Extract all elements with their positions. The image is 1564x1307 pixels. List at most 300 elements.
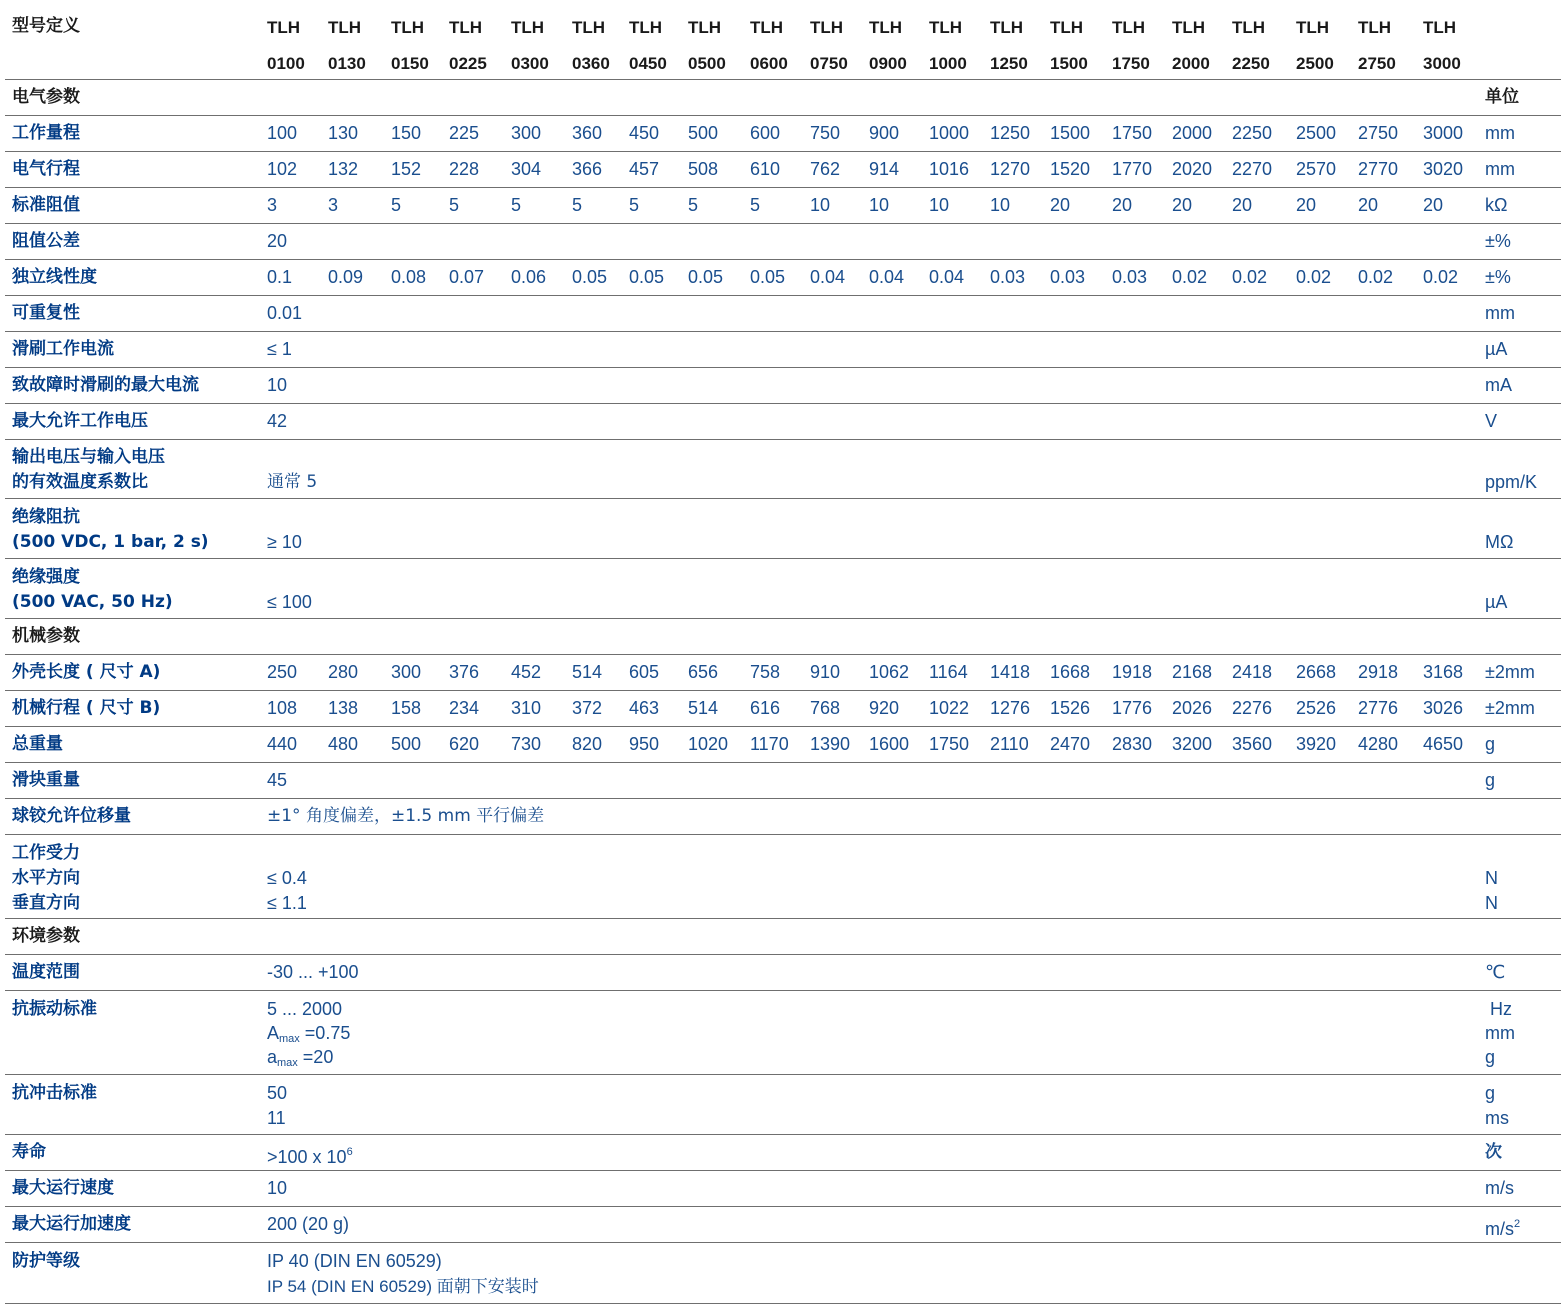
value-cell: 1250 <box>990 123 1031 143</box>
value-cell: TLH <box>810 18 844 37</box>
value-cell: TLH <box>267 18 301 37</box>
value-cell: 1750 <box>1112 54 1150 73</box>
unit-frequency: Hz <box>1490 999 1512 1019</box>
row-label: 温度范围 <box>12 962 80 982</box>
value-cell: 0.02 <box>1296 267 1332 287</box>
value-cell: 0225 <box>449 54 487 73</box>
row-label: 抗振动标准 <box>12 999 97 1019</box>
value-cell: 2750 <box>1358 54 1396 73</box>
value-cell: 910 <box>810 662 841 682</box>
value-cell: 102 <box>267 159 298 179</box>
row-max-voltage <box>5 404 1561 440</box>
row-label: 最大允许工作电压 <box>12 411 148 431</box>
value-cell: 440 <box>267 734 298 754</box>
value-cell: 108 <box>267 698 298 718</box>
row-label: 滑刷工作电流 <box>12 339 114 359</box>
row-wiper-current <box>5 332 1561 368</box>
value-cell: 5 <box>572 195 583 215</box>
value-cell: 0.03 <box>1112 267 1148 287</box>
value-cell: 3168 <box>1423 662 1464 682</box>
row-value: ≥ 10 <box>267 532 302 552</box>
value-cell: 2500 <box>1296 123 1337 143</box>
value-cell: 463 <box>629 698 660 718</box>
value-cell: 1062 <box>869 662 910 682</box>
value-acceleration <box>267 1045 333 1076</box>
value-cell: 1276 <box>990 698 1031 718</box>
row-unit: mm <box>1485 159 1515 179</box>
value-cell: 0150 <box>391 54 429 73</box>
unit-base: m/s <box>1485 1219 1514 1239</box>
value-cell: 225 <box>449 123 480 143</box>
row-label: 寿命 <box>12 1142 46 1162</box>
row-value: 200 (20 g) <box>267 1214 350 1234</box>
value-cell: 1918 <box>1112 662 1153 682</box>
value-cell: 2276 <box>1232 698 1273 718</box>
acceleration-subscript: max <box>277 1057 298 1069</box>
row-shock <box>5 1075 1561 1135</box>
row-label-line2: (500 VAC, 50 Hz) <box>12 592 173 612</box>
value-cell: 3 <box>267 195 278 215</box>
value-cell: 280 <box>328 662 359 682</box>
value-cell: 0.05 <box>688 267 724 287</box>
value-cell: 768 <box>810 698 841 718</box>
value-cell: 0.04 <box>869 267 905 287</box>
value-cell: 304 <box>511 159 542 179</box>
section-title: 环境参数 <box>12 926 80 946</box>
row-unit: mm <box>1485 303 1515 323</box>
row-unit: MΩ <box>1485 532 1514 552</box>
value-cell: 3026 <box>1423 698 1464 718</box>
value-cell: 0900 <box>869 54 907 73</box>
value-cell: 950 <box>629 734 660 754</box>
value-cell: 1000 <box>929 123 970 143</box>
value-cell: 758 <box>750 662 781 682</box>
row-unit: g <box>1485 734 1496 754</box>
row-label: 阻值公差 <box>12 231 80 251</box>
acceleration-value: =20 <box>297 1047 334 1067</box>
value-cell: 20 <box>1172 195 1193 215</box>
value-cell: 20 <box>1358 195 1379 215</box>
value-cell: 0.08 <box>391 267 427 287</box>
value-cell: 0.03 <box>1050 267 1086 287</box>
row-mechanical-travel <box>5 691 1561 727</box>
value-cell: 2526 <box>1296 698 1337 718</box>
value-line2: IP 54 (DIN EN 60529) 面朝下安装时 <box>267 1277 539 1296</box>
value-acceleration: 50 <box>267 1083 288 1103</box>
value-cell: 300 <box>511 123 542 143</box>
value-cell: 3560 <box>1232 734 1273 754</box>
row-value <box>267 1140 353 1170</box>
value-cell: TLH <box>1423 18 1457 37</box>
value-cell: 3200 <box>1172 734 1213 754</box>
value-cell: 3920 <box>1296 734 1337 754</box>
row-value: 通常 5 <box>267 472 318 492</box>
value-cell: 10 <box>929 195 950 215</box>
value-cell: 2250 <box>1232 123 1273 143</box>
value-cell: 0300 <box>511 54 549 73</box>
value-cell: 2250 <box>1232 54 1270 73</box>
row-unit: ±% <box>1485 231 1511 251</box>
row-label: 电气行程 <box>12 159 80 179</box>
value-cell: 0.02 <box>1423 267 1459 287</box>
value-cell: TLH <box>929 18 963 37</box>
row-value: 10 <box>267 375 288 395</box>
row-nominal-resistance <box>5 188 1561 224</box>
row-unit: mA <box>1485 375 1512 395</box>
amplitude-subscript: max <box>279 1033 300 1045</box>
value-cell: 610 <box>750 159 781 179</box>
value-cell: 10 <box>810 195 831 215</box>
value-cell: 4650 <box>1423 734 1464 754</box>
value-cell: 5 <box>629 195 640 215</box>
value-cell: 20 <box>1296 195 1317 215</box>
value-cell: 0.07 <box>449 267 485 287</box>
unit-duration: ms <box>1485 1108 1509 1128</box>
row-label: 抗冲击标准 <box>12 1083 97 1103</box>
model-definition-label: 型号定义 <box>12 16 80 36</box>
value-cell: 0.02 <box>1172 267 1208 287</box>
value-cell: TLH <box>750 18 784 37</box>
row-slider-weight <box>5 763 1561 799</box>
row-max-speed <box>5 1171 1561 1207</box>
row-unit: V <box>1485 411 1498 431</box>
value-cell: 457 <box>629 159 660 179</box>
value-cell: 914 <box>869 159 900 179</box>
unit-vertical: N <box>1485 893 1498 913</box>
value-cell: 1750 <box>929 734 970 754</box>
value-cell: 0.05 <box>750 267 786 287</box>
value-cell: 366 <box>572 159 603 179</box>
row-total-weight <box>5 727 1561 763</box>
value-cell: 0.09 <box>328 267 364 287</box>
value-cell: 132 <box>328 159 359 179</box>
row-unit: ±% <box>1485 267 1511 287</box>
amplitude-symbol: A <box>267 1023 280 1043</box>
value-line1: IP 40 (DIN EN 60529) <box>267 1251 442 1271</box>
row-label-line2: 水平方向 <box>12 868 80 888</box>
value-cell: 300 <box>391 662 422 682</box>
row-label: 最大运行加速度 <box>12 1214 131 1234</box>
value-cell: 605 <box>629 662 660 682</box>
row-value: ±1° 角度偏差，±1.5 mm 平行偏差 <box>267 806 545 826</box>
value-cell: TLH <box>1112 18 1146 37</box>
row-unit: ±2mm <box>1485 662 1535 682</box>
value-cell: 310 <box>511 698 542 718</box>
value-cell: 500 <box>391 734 422 754</box>
row-label: 机械行程 ( 尺寸 B) <box>12 698 161 718</box>
value-cell: 0.02 <box>1232 267 1268 287</box>
value-cell: 10 <box>990 195 1011 215</box>
value-cell: TLH <box>572 18 606 37</box>
value-cell: 130 <box>328 123 359 143</box>
value-cell: 0500 <box>688 54 726 73</box>
value-cell: 1668 <box>1050 662 1091 682</box>
value-cell: 20 <box>1232 195 1253 215</box>
unit-horizontal: N <box>1485 868 1498 888</box>
row-temperature-range <box>5 955 1561 991</box>
value-cell: 656 <box>688 662 719 682</box>
amplitude-value: =0.75 <box>299 1023 351 1043</box>
row-max-acceleration <box>5 1207 1561 1243</box>
value-cell: 1170 <box>750 734 789 754</box>
row-unit: µA <box>1485 592 1508 612</box>
life-exponent: 6 <box>346 1146 353 1158</box>
row-max-wiper-current <box>5 368 1561 404</box>
value-cell: 250 <box>267 662 298 682</box>
value-cell: 0130 <box>328 54 366 73</box>
value-cell: 1390 <box>810 734 851 754</box>
row-value: 42 <box>267 411 288 431</box>
value-cell: 5 <box>449 195 460 215</box>
row-insulation-resistance <box>5 499 1561 559</box>
value-cell: 2000 <box>1172 123 1213 143</box>
value-cell: 5 <box>688 195 699 215</box>
value-cell: 372 <box>572 698 603 718</box>
value-cell: 138 <box>328 698 359 718</box>
value-cell: TLH <box>1050 18 1084 37</box>
row-value: 20 <box>267 231 288 251</box>
value-cell: 376 <box>449 662 480 682</box>
value-cell: 514 <box>572 662 603 682</box>
value-cell: 2470 <box>1050 734 1091 754</box>
value-cell: 450 <box>629 123 660 143</box>
value-cell: 2418 <box>1232 662 1273 682</box>
unit-exponent: 2 <box>1514 1218 1521 1230</box>
value-cell: 5 <box>750 195 761 215</box>
value-cell: 0600 <box>750 54 788 73</box>
row-label: 可重复性 <box>12 303 80 323</box>
row-value: 10 <box>267 1178 288 1198</box>
row-unit: m/s <box>1485 1178 1514 1198</box>
value-cell: 920 <box>869 698 900 718</box>
section-electrical <box>5 80 1561 116</box>
row-ball-joint <box>5 799 1561 835</box>
acceleration-symbol: a <box>267 1047 278 1067</box>
specification-table <box>5 0 1561 1304</box>
value-cell: 4280 <box>1358 734 1399 754</box>
value-cell: 5 <box>511 195 522 215</box>
row-unit: g <box>1485 770 1496 790</box>
row-operating-force <box>5 835 1561 919</box>
value-cell: 0100 <box>267 54 305 73</box>
value-cell: TLH <box>1358 18 1392 37</box>
value-cell: 2770 <box>1358 159 1399 179</box>
unit-acceleration: g <box>1485 1047 1496 1067</box>
value-cell: 2110 <box>990 734 1029 754</box>
value-cell: 1250 <box>990 54 1028 73</box>
value-cell: 900 <box>869 123 900 143</box>
value-cell: 2918 <box>1358 662 1399 682</box>
value-cell: TLH <box>990 18 1024 37</box>
unit-amplitude: mm <box>1485 1023 1515 1043</box>
value-cell: 2020 <box>1172 159 1213 179</box>
value-cell: 0360 <box>572 54 610 73</box>
value-cell: 1418 <box>990 662 1031 682</box>
value-cell: 0450 <box>629 54 667 73</box>
value-cell: 10 <box>869 195 890 215</box>
value-cell: 2026 <box>1172 698 1213 718</box>
value-cell: 2776 <box>1358 698 1399 718</box>
row-resistance-tolerance <box>5 224 1561 260</box>
row-label-line2: 的有效温度系数比 <box>12 472 148 492</box>
value-cell: 1600 <box>869 734 910 754</box>
row-protection <box>5 1243 1561 1304</box>
row-label: 防护等级 <box>12 1251 80 1271</box>
value-cell: 750 <box>810 123 841 143</box>
value-cell: TLH <box>1172 18 1206 37</box>
value-cell: 0.04 <box>929 267 965 287</box>
value-cell: 228 <box>449 159 480 179</box>
value-cell: 820 <box>572 734 603 754</box>
value-cell: 0.03 <box>990 267 1026 287</box>
row-value: 45 <box>267 770 288 790</box>
life-base: >100 x 10 <box>267 1147 347 1167</box>
value-cell: 508 <box>688 159 719 179</box>
row-vibration <box>5 991 1561 1075</box>
row-temp-coefficient <box>5 440 1561 499</box>
value-cell: 762 <box>810 159 841 179</box>
value-cell: 20 <box>1112 195 1133 215</box>
value-cell: 3020 <box>1423 159 1464 179</box>
value-cell: 1022 <box>929 698 970 718</box>
value-cell: 730 <box>511 734 542 754</box>
row-life <box>5 1135 1561 1171</box>
row-label-line1: 绝缘阻抗 <box>12 507 80 527</box>
row-dielectric-strength <box>5 559 1561 619</box>
value-cell: 1270 <box>990 159 1031 179</box>
value-cell: 3000 <box>1423 54 1461 73</box>
value-cell: 0.04 <box>810 267 846 287</box>
value-cell: TLH <box>511 18 545 37</box>
value-cell: 5 <box>391 195 402 215</box>
row-label: 标准阻值 <box>12 195 80 215</box>
value-horizontal: ≤ 0.4 <box>267 868 307 888</box>
section-environment <box>5 919 1561 955</box>
value-cell: TLH <box>869 18 903 37</box>
unit-acceleration: g <box>1485 1083 1496 1103</box>
value-duration: 11 <box>267 1108 286 1128</box>
row-label-line3: 垂直方向 <box>12 893 80 913</box>
row-unit: µA <box>1485 339 1508 359</box>
value-cell: TLH <box>629 18 663 37</box>
row-label: 滑块重量 <box>12 770 80 790</box>
row-label-line1: 绝缘强度 <box>12 567 80 587</box>
value-cell: 2668 <box>1296 662 1337 682</box>
value-cell: 1500 <box>1050 54 1088 73</box>
value-cell: 1750 <box>1112 123 1153 143</box>
value-cell: 0.05 <box>572 267 608 287</box>
row-unit: mm <box>1485 123 1515 143</box>
value-cell: 1016 <box>929 159 970 179</box>
value-cell: 0.06 <box>511 267 547 287</box>
row-label: 致故障时滑刷的最大电流 <box>12 375 199 395</box>
value-cell: 1526 <box>1050 698 1091 718</box>
value-cell: 2570 <box>1296 159 1337 179</box>
row-unit: ppm/K <box>1485 472 1538 492</box>
value-cell: 1164 <box>929 662 968 682</box>
row-value: -30 ... +100 <box>267 962 359 982</box>
value-cell: 150 <box>391 123 422 143</box>
row-measuring-range <box>5 116 1561 152</box>
section-mechanical <box>5 619 1561 655</box>
value-cell: 2750 <box>1358 123 1399 143</box>
value-cell: TLH <box>391 18 425 37</box>
unit-column-header: 单位 <box>1485 87 1519 107</box>
row-label-line1: 工作受力 <box>12 843 80 863</box>
row-label-line1: 输出电压与输入电压 <box>12 447 165 467</box>
row-electrical-travel <box>5 152 1561 188</box>
row-value: ≤ 100 <box>267 592 312 612</box>
value-cell: 2000 <box>1172 54 1210 73</box>
value-cell: TLH <box>688 18 722 37</box>
row-value: 0.01 <box>267 303 303 323</box>
value-cell: 2500 <box>1296 54 1334 73</box>
section-title: 机械参数 <box>12 626 80 646</box>
value-frequency: 5 ... 2000 <box>267 999 343 1019</box>
value-cell: 0750 <box>810 54 848 73</box>
value-cell: 1770 <box>1112 159 1153 179</box>
value-cell: 1020 <box>688 734 729 754</box>
value-cell: 3 <box>328 195 339 215</box>
value-cell: 152 <box>391 159 422 179</box>
row-unit: ±2mm <box>1485 698 1535 718</box>
value-cell: TLH <box>328 18 362 37</box>
value-cell: 600 <box>750 123 781 143</box>
row-unit: kΩ <box>1485 195 1508 215</box>
value-cell: TLH <box>1296 18 1330 37</box>
row-label: 独立线性度 <box>12 267 97 287</box>
header-row <box>5 0 1561 80</box>
value-cell: 0.02 <box>1358 267 1394 287</box>
row-label-line2: (500 VDC, 1 bar, 2 s) <box>12 532 209 552</box>
value-cell: 452 <box>511 662 542 682</box>
row-unit <box>1485 1212 1520 1242</box>
value-cell: 158 <box>391 698 422 718</box>
row-label: 工作量程 <box>12 123 80 143</box>
value-cell: 3000 <box>1423 123 1464 143</box>
value-cell: 620 <box>449 734 480 754</box>
row-unit: 次 <box>1485 1142 1502 1162</box>
row-housing-length <box>5 655 1561 691</box>
row-label: 球铰允许位移量 <box>12 806 131 826</box>
value-cell: 500 <box>688 123 719 143</box>
value-cell: 2270 <box>1232 159 1273 179</box>
value-cell: 20 <box>1423 195 1444 215</box>
value-vertical: ≤ 1.1 <box>267 893 307 913</box>
value-cell: 100 <box>267 123 298 143</box>
row-label: 外壳长度 ( 尺寸 A) <box>12 662 161 682</box>
value-cell: 360 <box>572 123 603 143</box>
value-cell: 480 <box>328 734 359 754</box>
row-linearity <box>5 260 1561 296</box>
value-cell: 1000 <box>929 54 967 73</box>
value-cell: TLH <box>449 18 483 37</box>
value-cell: 1520 <box>1050 159 1091 179</box>
value-cell: 0.1 <box>267 267 293 287</box>
row-label: 最大运行速度 <box>12 1178 114 1198</box>
value-cell: 616 <box>750 698 781 718</box>
value-cell: 1776 <box>1112 698 1153 718</box>
section-title: 电气参数 <box>12 87 80 107</box>
row-repeatability <box>5 296 1561 332</box>
value-cell: 514 <box>688 698 719 718</box>
value-cell: 2830 <box>1112 734 1153 754</box>
row-label: 总重量 <box>12 734 63 754</box>
row-unit: ℃ <box>1485 962 1506 983</box>
row-value: ≤ 1 <box>267 339 292 359</box>
value-cell: 234 <box>449 698 480 718</box>
value-cell: 2168 <box>1172 662 1213 682</box>
